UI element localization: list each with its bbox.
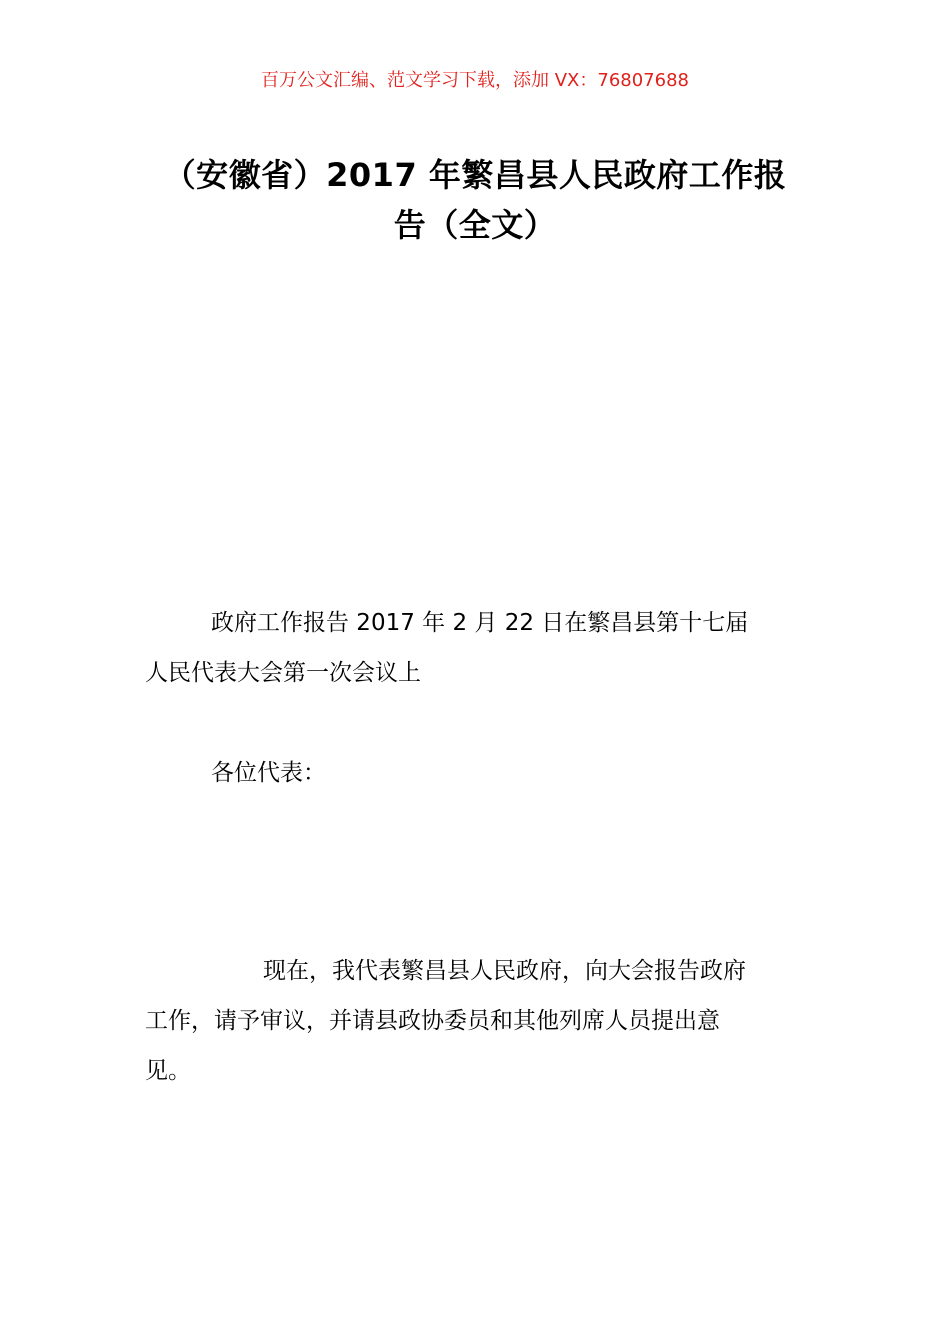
title-line-1: （安徽省）2017 年繁昌县人民政府工作报 — [163, 156, 787, 194]
paragraph-line: 工作，请予审议，并请县政协委员和其他列席人员提出意 — [145, 1008, 720, 1034]
paragraph-line: 见。 — [145, 1058, 191, 1084]
paragraph-line: 现在，我代表繁昌县人民政府，向大会报告政府 — [263, 958, 746, 984]
paragraph-line: 政府工作报告 2017 年 2 月 22 日在繁昌县第十七届 — [211, 610, 749, 636]
paragraph-line: 各位代表： — [211, 760, 326, 786]
paragraph-line: 人民代表大会第一次会议上 — [145, 660, 421, 686]
title-line-2: 告（全文） — [393, 206, 557, 244]
paragraph-salutation — [145, 748, 810, 798]
header-promo-note: 百万公文汇编、范文学习下载，添加 VX：76807688 — [261, 70, 689, 91]
document-title — [140, 150, 810, 250]
paragraph-report-intro — [145, 598, 810, 698]
paragraph-opening — [145, 946, 810, 1096]
